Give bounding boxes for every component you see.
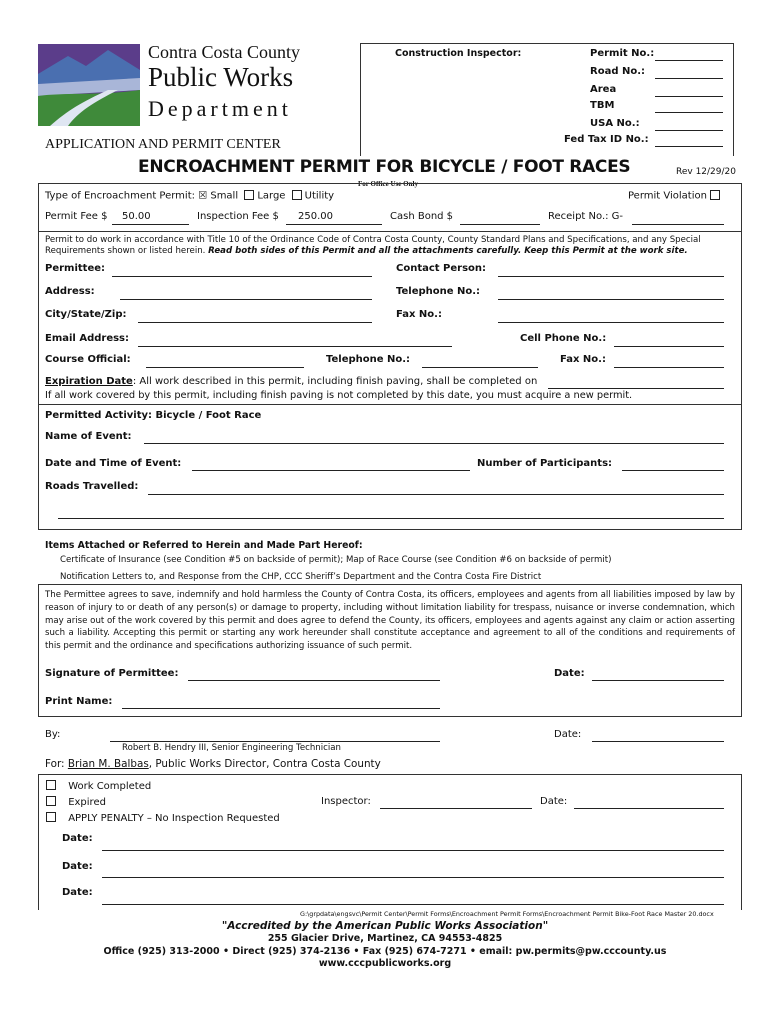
datetime-label: Date and Time of Event: bbox=[45, 458, 182, 469]
course-label: Course Official: bbox=[45, 354, 131, 365]
log-date-label-1: Date: bbox=[62, 833, 93, 844]
event-field[interactable] bbox=[144, 443, 724, 444]
log-date-field-3[interactable] bbox=[102, 904, 724, 905]
by-field[interactable] bbox=[110, 741, 440, 742]
office-use-note: For Office Use Only bbox=[358, 180, 418, 188]
permit-fee-value[interactable]: 50.00 bbox=[122, 211, 151, 222]
sign-date-label: Date: bbox=[554, 668, 585, 679]
expired-checkbox[interactable] bbox=[46, 796, 56, 806]
tech-name: Robert B. Hendry III, Senior Engineering Technician bbox=[122, 743, 341, 753]
org-name-line1: Contra Costa County bbox=[148, 42, 300, 62]
permittee-label: Permittee: bbox=[45, 263, 106, 274]
by-label: By: bbox=[45, 729, 61, 740]
items-title: Items Attached or Referred to Herein and Made Part Hereof: bbox=[45, 540, 363, 551]
fax-label: Fax No.: bbox=[396, 309, 442, 320]
completion-box bbox=[38, 774, 742, 910]
large-label: Large bbox=[257, 190, 286, 202]
director-name: Brian M. Balbas bbox=[67, 758, 149, 770]
agreement-text: The Permittee agrees to save, indemnify and hold harmless the County of Contra Costa, its officers, employees and agents from all liabilities imposed by law by reason of injury to or death of any person(s) or damage to property, including without limitation liability for trespass, nuisance or inverse condemnation, which may arise out of the work covered by this permit and does agree to defend the County, its officers, employees and agents against any claim or action asserting such a liability. Accepting this permit or starting any work hereunder shall constitute acceptance and agreement to all of the conditions and requirements of this permit and the ordinance and specifications authorizing issuance of such permit. bbox=[45, 590, 735, 652]
expired-label: Expired bbox=[68, 796, 106, 808]
permit-fee-label: Permit Fee $ bbox=[45, 211, 108, 222]
rev-date: Rev 12/29/20 bbox=[676, 167, 736, 177]
city-field[interactable] bbox=[138, 322, 372, 323]
org-name-line2: Public Works bbox=[148, 62, 294, 92]
items-line2: Notification Letters to, and Response from the CHP, CCC Sheriff’s Department and the Contra Costa Fire District bbox=[60, 572, 542, 582]
violation-checkbox[interactable] bbox=[710, 190, 720, 200]
course-field[interactable] bbox=[146, 367, 304, 368]
expiration-date-field[interactable] bbox=[548, 388, 724, 389]
director-prefix: For: bbox=[45, 758, 68, 770]
telephone-label: Telephone No.: bbox=[396, 286, 481, 297]
utility-checkbox[interactable] bbox=[292, 190, 302, 200]
permit-statement bbox=[45, 235, 735, 257]
email-field[interactable] bbox=[138, 346, 452, 347]
cell-field[interactable] bbox=[614, 346, 724, 347]
roads-label: Roads Travelled: bbox=[45, 481, 139, 492]
permit-emphasis: Read both sides of this Permit and all the attachments carefully. Keep this Permit at the work site. bbox=[208, 246, 688, 256]
expiration-note: If all work covered by this permit, including finish paving is not completed by this date, you must acquire a new permit. bbox=[45, 390, 633, 401]
penalty-label: APPLY PENALTY – No Inspection Requested bbox=[68, 812, 280, 824]
contact-label: Contact Person: bbox=[396, 263, 487, 274]
work-completed-label: Work Completed bbox=[68, 780, 152, 792]
violation-label: Permit Violation bbox=[628, 190, 707, 202]
usa-no-label: USA No.: bbox=[590, 118, 640, 129]
email-label: Email Address: bbox=[45, 333, 130, 344]
permittee-field[interactable] bbox=[112, 276, 372, 277]
footer-contact: Office (925) 313-2000 • Direct (925) 374-2136 • Fax (925) 674-7271 • email: pw.permits@pw.cccounty.us bbox=[103, 946, 667, 957]
city-label: City/State/Zip: bbox=[45, 309, 127, 320]
inspector-sign-label: Inspector: bbox=[321, 796, 371, 807]
road-no-label: Road No.: bbox=[590, 66, 645, 77]
cash-bond-label: Cash Bond $ bbox=[390, 211, 454, 222]
receipt-label: Receipt No.: G- bbox=[548, 211, 624, 222]
address-label: Address: bbox=[45, 286, 95, 297]
expiration-label: Expiration Date bbox=[45, 376, 133, 387]
permit-no-label: Permit No.: bbox=[590, 48, 655, 59]
footer-accredited: "Accredited by the American Public Works Association" bbox=[221, 920, 549, 932]
director-line bbox=[45, 758, 381, 770]
address-field[interactable] bbox=[120, 299, 372, 300]
roads-field-2[interactable] bbox=[58, 518, 724, 519]
inspection-fee-label: Inspection Fee $ bbox=[197, 211, 279, 222]
cash-bond-field[interactable] bbox=[460, 224, 540, 225]
file-path: G:\grpdata\engsvc\Permit Center\Permit Forms\Encroachment Permit Forms\Encroachment Permit Bike-Foot Race Master 20.docx bbox=[300, 910, 714, 918]
inspection-fee-value[interactable]: 250.00 bbox=[298, 211, 333, 222]
event-label: Name of Event: bbox=[45, 431, 132, 442]
inspector-label: Construction Inspector: bbox=[395, 48, 522, 59]
participants-field[interactable] bbox=[622, 470, 724, 471]
footer-address: 255 Glacier Drive, Martinez, CA 94553-4825 bbox=[267, 933, 503, 944]
org-name-line3: Department bbox=[148, 96, 292, 121]
penalty-row bbox=[43, 812, 280, 824]
roads-field-1[interactable] bbox=[148, 494, 724, 495]
type-row bbox=[45, 190, 334, 202]
work-completed-row bbox=[43, 780, 151, 792]
contact-field[interactable] bbox=[498, 276, 724, 277]
signature-field[interactable] bbox=[188, 680, 440, 681]
print-name-label: Print Name: bbox=[45, 696, 113, 707]
penalty-checkbox[interactable] bbox=[46, 812, 56, 822]
fed-tax-label: Fed Tax ID No.: bbox=[564, 134, 649, 145]
fax2-field[interactable] bbox=[614, 367, 724, 368]
completion-date-field[interactable] bbox=[574, 808, 724, 809]
items-line1: Certificate of Insurance (see Condition #5 on backside of permit); Map of Race Course (see Condition #6 on backside of permit) bbox=[60, 555, 612, 565]
by-date-label: Date: bbox=[554, 729, 582, 740]
print-name-field[interactable] bbox=[122, 708, 440, 709]
log-date-field-2[interactable] bbox=[102, 877, 724, 878]
expiration-text: : All work described in this permit, including finish paving, shall be completed on bbox=[132, 376, 538, 387]
by-date-field[interactable] bbox=[592, 741, 724, 742]
completion-date-label: Date: bbox=[540, 796, 568, 807]
cell-label: Cell Phone No.: bbox=[520, 333, 607, 344]
receipt-field[interactable] bbox=[632, 224, 724, 225]
large-checkbox[interactable] bbox=[244, 190, 254, 200]
small-checkbox[interactable]: ☒ bbox=[198, 190, 208, 202]
violation-row bbox=[628, 190, 723, 202]
form-title: ENCROACHMENT PERMIT FOR BICYCLE / FOOT RACES bbox=[138, 157, 631, 177]
director-rest: , Public Works Director, Contra Costa County bbox=[148, 758, 381, 770]
telephone2-label: Telephone No.: bbox=[326, 354, 411, 365]
type-label: Type of Encroachment Permit: bbox=[45, 190, 195, 202]
utility-label: Utility bbox=[304, 190, 335, 202]
telephone2-field[interactable] bbox=[422, 367, 538, 368]
fax-field[interactable] bbox=[498, 322, 724, 323]
tbm-label: TBM bbox=[590, 100, 615, 111]
participants-label: Number of Participants: bbox=[477, 458, 613, 469]
log-date-label-3: Date: bbox=[62, 887, 93, 898]
footer-web[interactable]: www.cccpublicworks.org bbox=[318, 958, 452, 969]
permit-text: Permit to do work in accordance with Title 10 of the Ordinance Code of Contra Costa County, County Standard Plans and Specifications, and any Special Requirements shown or listed herein. bbox=[45, 235, 701, 256]
activity-title: Permitted Activity: Bicycle / Foot Race bbox=[45, 410, 262, 421]
log-date-label-2: Date: bbox=[62, 861, 93, 872]
expiration-line bbox=[45, 376, 537, 387]
county-logo bbox=[38, 44, 140, 126]
center-title: APPLICATION AND PERMIT CENTER bbox=[45, 137, 281, 152]
log-date-field-1[interactable] bbox=[102, 850, 724, 851]
datetime-field[interactable] bbox=[192, 470, 470, 471]
expired-row bbox=[43, 796, 106, 808]
inspector-sign-field[interactable] bbox=[380, 808, 532, 809]
signature-label: Signature of Permittee: bbox=[45, 668, 179, 679]
area-label: Area bbox=[590, 84, 617, 95]
work-completed-checkbox[interactable] bbox=[46, 780, 56, 790]
sign-date-field[interactable] bbox=[592, 680, 724, 681]
telephone-field[interactable] bbox=[498, 299, 724, 300]
small-label: Small bbox=[210, 190, 239, 202]
footer bbox=[0, 920, 770, 970]
fax2-label: Fax No.: bbox=[560, 354, 606, 365]
